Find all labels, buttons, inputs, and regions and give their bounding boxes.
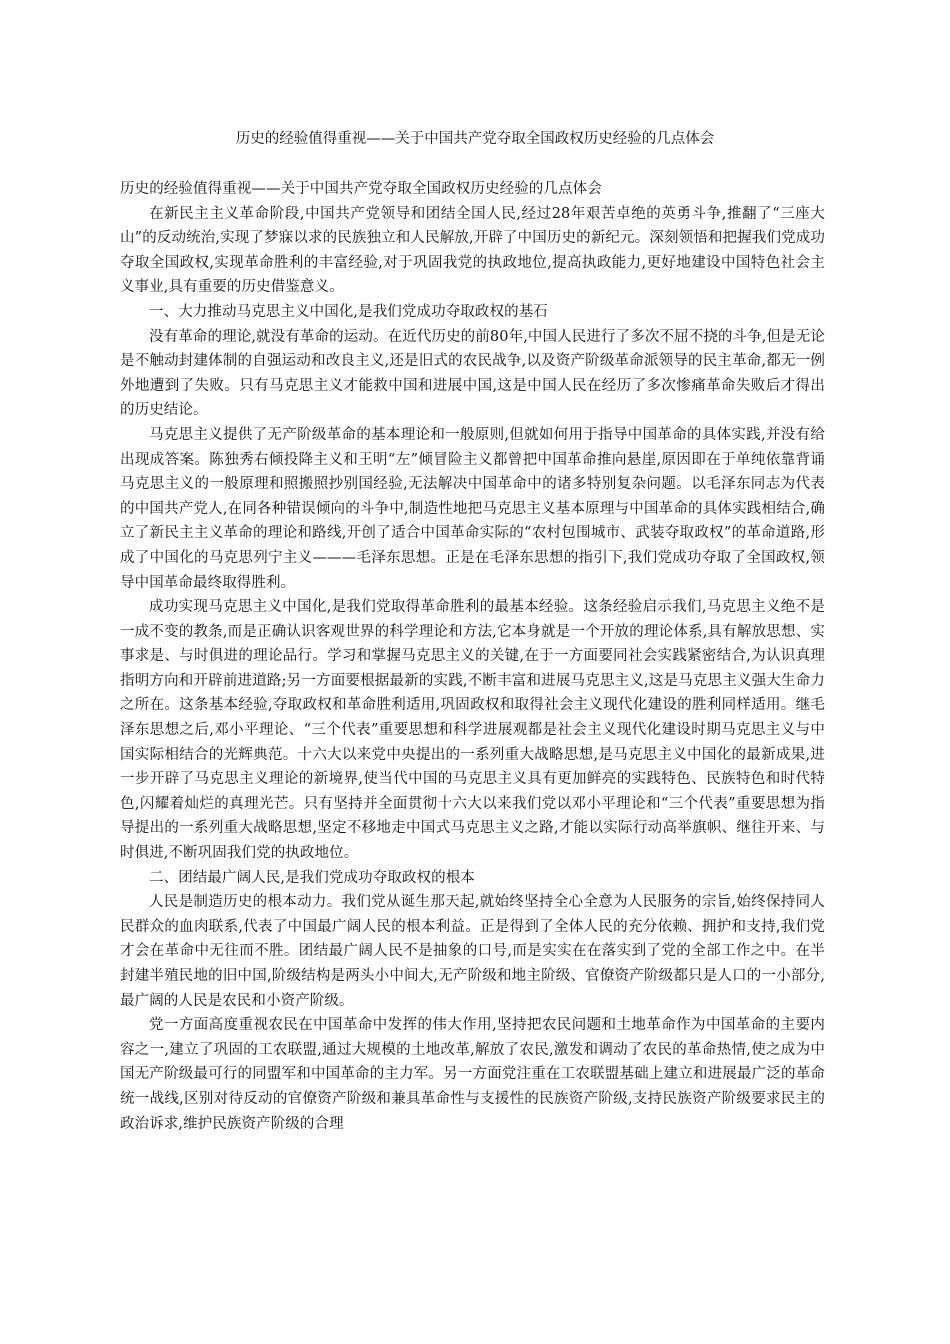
paragraph: 党一方面高度重视农民在中国革命中发挥的伟大作用,坚持把农民问题和土地革命作为中国革命的主要内容之一,建立了巩固的工农联盟,通过大规模的土地改革,解放了农民,激发和调动了农民的革命热情,使之成为中国无产阶级最可行的同盟军和中国革命的主力军。另一方面党注重在工农联盟基础上建立和进展最广泛的革命统一战线,区别对待反动的官僚资产阶级和兼具革命性与支援性的民族资产阶级,支持民族资产阶级要求民主的政治诉求,维护民族资产阶级的合理 <box>120 1017 825 1132</box>
section-heading-1: 一、大力推动马克思主义中国化,是我们党成功夺取政权的基石 <box>149 303 548 320</box>
paragraph: 马克思主义提供了无产阶级革命的基本理论和一般原则,但就如何用于指导中国革命的具体实践,并没有给出现成答案。陈独秀右倾投降主义和王明“左”倾冒险主义都曾把中国革命推向悬崖,原因即在于单纯依靠背诵马克思主义的一般原理和照搬照抄别国经验,无法解决中国革命中的诸多特别复杂问题。以毛泽东同志为代表的中国共产党人,在同各种错误倾向的斗争中,制造性地把马克思主义基本原理与中国革命的具体实践相结合,确立了新民主主义革命的理论和路线,开创了适合中国革命实际的“农村包围城市、武装夺取政权”的革命道路,形成了中国化的马克思列宁主义———毛泽东思想。正是在毛泽东思想的指引下,我们党成功夺取了全国政权,领导中国革命最终取得胜利。 <box>120 426 825 591</box>
paragraph: 成功实现马克思主义中国化,是我们党取得革命胜利的最基本经验。这条经验启示我们,马克思主义绝不是一成不变的教条,而是正确认识客观世界的科学理论和方法,它本身就是一个开放的理论体系,具有解放思想、实事求是、与时俱进的理论品行。学习和掌握马克思主义的关键,在于一方面要同社会实践紧密结合,为认识真理指明方向和开辟前进道路;另一方面要根据最新的实践,不断丰富和进展马克思主义,这是马克思主义强大生命力之所在。这条基本经验,夺取政权和革命胜利适用,巩固政权和取得社会主义现代化建设的胜利同样适用。继毛泽东思想之后,邓小平理论、“三个代表”重要思想和科学进展观都是社会主义现代化建设时期马克思主义与中国实际相结合的光辉典范。十六大以来党中央提出的一系列重大战略思想,是马克思主义中国化的最新成果,进一步开辟了马克思主义理论的新境界,使当代中国的马克思主义具有更加鲜亮的实践特色、民族特色和时代特色,闪耀着灿烂的真理光芒。只有坚持并全面贯彻十六大以来我们党以邓小平理论和“三个代表”重要思想为指导提出的一系列重大战略思想,坚定不移地走中国式马克思主义之路,才能以实际行动高举旗帜、继往开来、与时俱进,不断巩固我们党的执政地位。 <box>120 599 825 862</box>
document-heading: 历史的经验值得重视——关于中国共产党夺取全国政权历史经验的几点体会 <box>120 181 602 197</box>
page-title: 历史的经验值得重视——关于中国共产党夺取全国政权历史经验的几点体会 <box>235 131 715 147</box>
paragraph: 人民是制造历史的根本动力。我们党从诞生那天起,就始终坚持全心全意为人民服务的宗旨,始终保持同人民群众的血肉联系,代表了中国最广阔人民的根本利益。正是得到了全体人民的充分依赖、拥护和支持,我们党才会在革命中无往而不胜。团结最广阔人民不是抽象的口号,而是实实在在落实到了党的全部工作之中。在半封建半殖民地的旧中国,阶级结构是两头小中间大,无产阶级和地主阶级、官僚资产阶级都只是人口的一小部分,最广阔的人民是农民和小资产阶级。 <box>120 894 825 1009</box>
document-body <box>120 177 825 1136</box>
paragraph: 没有革命的理论,就没有革命的运动。在近代历史的前80年,中国人民进行了多次不屈不挠的斗争,但是无论是不触动封建体制的自强运动和改良主义,还是旧式的农民战争,以及资产阶级革命派领导的民主革命,都无一例外地遭到了失败。只有马克思主义才能救中国和进展中国,这是中国人民在经历了多次惨痛革命失败后才得出的历史结论。 <box>120 328 825 419</box>
section-heading-2: 二、团结最广阔人民,是我们党成功夺取政权的根本 <box>149 869 475 886</box>
paragraph-intro: 在新民主主义革命阶段,中国共产党领导和团结全国人民,经过28年艰苦卓绝的英勇斗争,推翻了“三座大山”的反动统治,实现了梦寐以求的民族独立和人民解放,开辟了中国历史的新纪元。深刻领悟和把握我们党成功夺取全国政权,实现革命胜利的丰富经验,对于巩固我党的执政地位,提高执政能力,更好地建设中国特色社会主义事业,具有重要的历史借鉴意义。 <box>120 205 825 296</box>
